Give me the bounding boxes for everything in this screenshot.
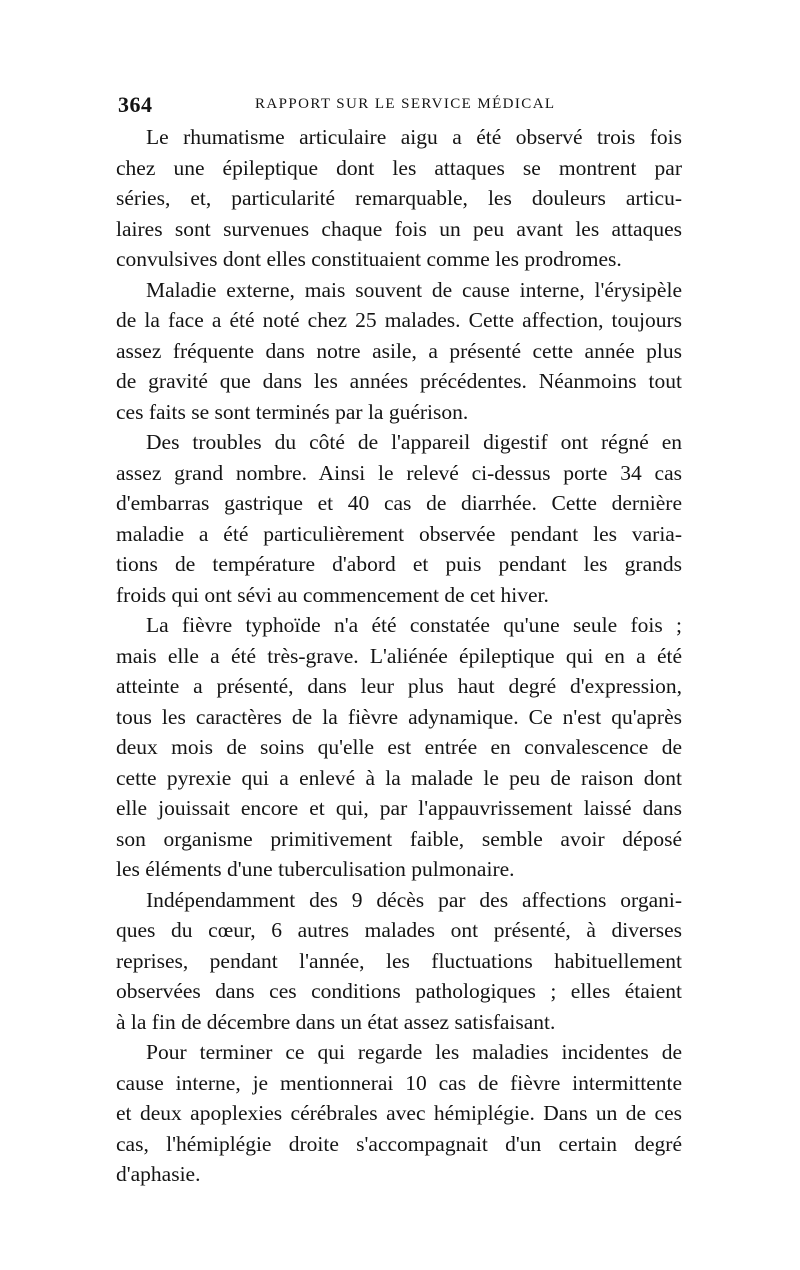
- text-line: cas, l'hémiplégie droite s'accompagnait d'un certain degré: [116, 1131, 682, 1156]
- paragraph: [116, 427, 682, 610]
- text-line: Indépendamment des 9 décès par des affections organi-: [146, 887, 682, 912]
- running-head: RAPPORT SUR LE SERVICE MÉDICAL: [255, 96, 556, 112]
- text-line: assez fréquente dans notre asile, a présenté cette année plus: [116, 338, 682, 363]
- text-line: Le rhumatisme articulaire aigu a été observé trois fois: [146, 125, 682, 149]
- paragraph: [116, 885, 682, 1038]
- text-line: maladie a été particulièrement observée pendant les varia-: [116, 521, 682, 546]
- text-line: ces faits se sont terminés par la guérison.: [116, 399, 469, 424]
- text-line: observées dans ces conditions pathologiques ; elles étaient: [116, 979, 682, 1003]
- text-line: cause interne, je mentionnerai 10 cas de fièvre intermittente: [116, 1070, 682, 1095]
- text-line: ques du cœur, 6 autres malades ont présenté, à diverses: [116, 918, 682, 942]
- paragraph: [116, 610, 682, 885]
- text-line: d'aphasie.: [116, 1162, 201, 1186]
- text-line: son organisme primitivement faible, semble avoir déposé: [116, 826, 682, 851]
- text-line: laires sont survenues chaque fois un peu avant les attaques: [116, 216, 682, 241]
- text-line: Maladie externe, mais souvent de cause interne, l'érysipèle: [146, 277, 682, 302]
- text-line: deux mois de soins qu'elle est entrée en convalescence de: [116, 735, 682, 759]
- text-line: tions de température d'abord et puis pendant les grands: [116, 552, 682, 576]
- text-line: reprises, pendant l'année, les fluctuations habituellement: [116, 948, 682, 973]
- paragraph: [116, 122, 682, 275]
- text-line: tous les caractères de la fièvre adynamique. Ce n'est qu'après: [116, 704, 682, 729]
- paragraph: [116, 1037, 682, 1190]
- page-header: [118, 92, 678, 122]
- text-line: les éléments d'une tuberculisation pulmonaire.: [116, 857, 515, 881]
- text-line: elle jouissait encore et qui, par l'appauvrissement laissé dans: [116, 796, 682, 820]
- text-line: et deux apoplexies cérébrales avec hémiplégie. Dans un de ces: [116, 1101, 682, 1125]
- paragraph: [116, 275, 682, 428]
- text-line: Des troubles du côté de l'appareil digestif ont régné en: [146, 430, 682, 454]
- text-line: La fièvre typhoïde n'a été constatée qu'une seule fois ;: [146, 613, 682, 637]
- text-line: d'embarras gastrique et 40 cas de diarrhée. Cette dernière: [116, 491, 682, 515]
- text-line: froids qui ont sévi au commencement de cet hiver.: [116, 582, 549, 607]
- text-line: atteinte a présenté, dans leur plus haut degré d'expression,: [116, 674, 682, 698]
- text-line: à la fin de décembre dans un état assez satisfaisant.: [116, 1009, 556, 1034]
- text-line: assez grand nombre. Ainsi le relevé ci-dessus porte 34 cas: [116, 460, 682, 485]
- text-line: de la face a été noté chez 25 malades. Cette affection, toujours: [116, 308, 682, 332]
- text-line: mais elle a été très-grave. L'aliénée épileptique qui en a été: [116, 643, 682, 668]
- text-line: de gravité que dans les années précédentes. Néanmoins tout: [116, 369, 682, 393]
- page-number: 364: [118, 92, 153, 117]
- text-line: cette pyrexie qui a enlevé à la malade le peu de raison dont: [116, 765, 682, 790]
- text-line: chez une épileptique dont les attaques se montrent par: [116, 155, 682, 180]
- body-text: [116, 122, 682, 1190]
- text-line: séries, et, particularité remarquable, les douleurs articu-: [116, 186, 682, 210]
- text-line: convulsives dont elles constituaient comme les prodromes.: [116, 247, 622, 271]
- text-line: Pour terminer ce qui regarde les maladies incidentes de: [146, 1040, 682, 1064]
